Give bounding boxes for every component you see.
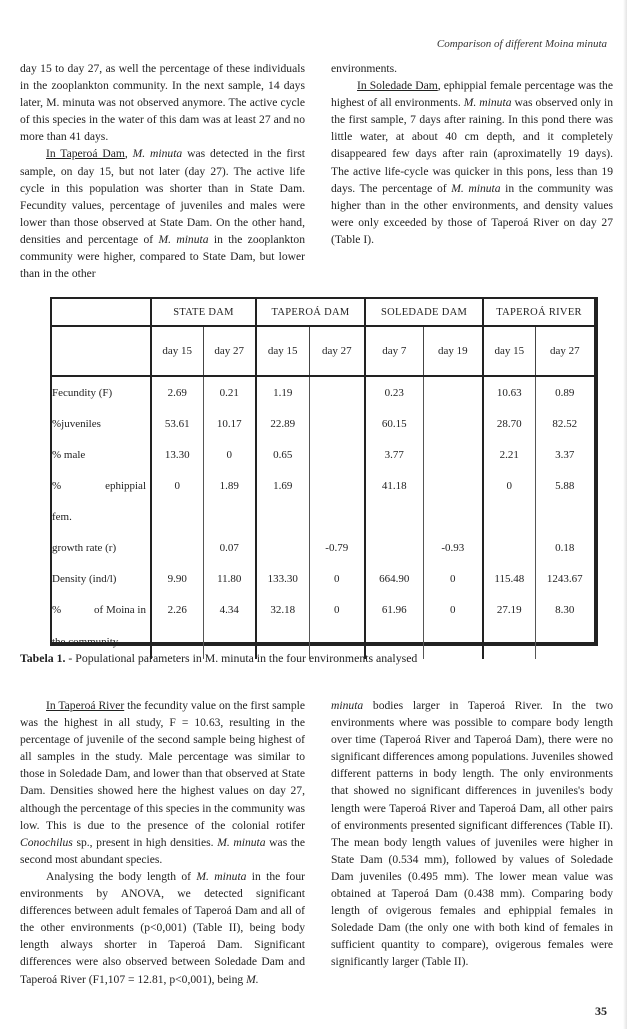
table-row [52, 408, 594, 439]
day-header: day 15 [256, 326, 309, 376]
table-cell [309, 439, 365, 470]
table-cell: 0 [483, 470, 535, 501]
table-cell: -0.79 [309, 532, 365, 563]
table-cell: 11.80 [203, 563, 256, 594]
table-cell [309, 408, 365, 439]
paragraph-state-dam-end: day 15 to day 27, as well the percentage of these individuals in the zooplankton community. In the next sample, 14 days later, M. minuta was not observed anymore. The active cycle of this species in the water of this dam was at least 27 and no more than 41 days. [20, 62, 305, 144]
table-cell: 0.18 [535, 532, 594, 563]
row-label: % ephippial [52, 470, 151, 501]
table-cell [365, 501, 423, 532]
table-cell: 9.90 [167, 572, 187, 585]
table-cell: 3.37 [535, 439, 594, 470]
row-label: growth rate (r) [52, 532, 151, 563]
paragraph-body-length: Analysing the body length of M. minuta in the four environments by ANOVA, we detected significant differences between adult females of Taperoá Dam and all of the other environments (p<0,001) (Table II), being body length always shorter in Taperoá Dam. Significant differences were also observed between Soledade Dam and Taperoá River (F1,107 = 12.81, p<0,001), being M. [20, 869, 305, 986]
bottom-right-column [331, 697, 613, 971]
table-row [52, 439, 594, 470]
table-cell: 1.89 [203, 470, 256, 501]
table-cell: 53.61 [164, 417, 190, 430]
bottom-left-column [20, 697, 305, 988]
page-edge-shadow [623, 0, 627, 1029]
table-cell [203, 501, 256, 532]
table-row [52, 470, 594, 501]
table-cell: 0.65 [256, 439, 309, 470]
row-label: Fecundity (F) [52, 376, 151, 408]
table-row [52, 532, 594, 563]
table-cell: 32.18 [256, 594, 309, 625]
table-cell [535, 625, 594, 659]
day-header: day 7 [365, 326, 423, 376]
table-corner [52, 299, 151, 326]
table-caption: Tabela 1. - Populational parameters in M. minuta in the four environments analysed [20, 651, 418, 665]
table-cell: 82.52 [535, 408, 594, 439]
table-day-header-row [52, 326, 594, 376]
table-cell [365, 532, 423, 563]
table-cell [423, 376, 483, 408]
table-row [52, 376, 594, 408]
heading-taperoa-dam: In Taperoá Dam [46, 147, 125, 161]
table-cell: 0 [423, 563, 483, 594]
table-cell: 0.89 [535, 376, 594, 408]
table-cell: 2.69 [167, 386, 187, 399]
day-header: day 15 [483, 326, 535, 376]
table-cell [483, 501, 535, 532]
running-head: Comparison of different Moina minuta [436, 38, 607, 50]
day-header: day 19 [423, 326, 483, 376]
group-header: TAPEROÁ DAM [256, 299, 365, 326]
table-cell: 61.96 [365, 594, 423, 625]
row-label: fem. [52, 501, 151, 532]
table-cell [423, 625, 483, 659]
table-cell: 28.70 [483, 408, 535, 439]
table-cell [309, 501, 365, 532]
row-label: % of Moina in [52, 594, 151, 625]
paragraph-soledade-dam: In Soledade Dam, ephippial female percentage was the highest of all environments. M. minuta was observed only in the first sample, 7 days after raining. In this pond there was little water, at about 40 cm depth, and it completely disappeared few days after rain (aproximatelly 19 days). The active life-cycle was quicker in this pons, less than 19 days. The percentage of M. minuta in the community was higher than in the other environments, and density values were only exceeded by those of Taperoá River on day 27 (Table I). [331, 79, 614, 246]
row-label: the community [52, 625, 151, 659]
table-cell: 27.19 [483, 594, 535, 625]
day-header: day 15 [151, 326, 203, 376]
table-cell: 1.69 [256, 470, 309, 501]
table-cell: 22.89 [256, 408, 309, 439]
table-cell [423, 501, 483, 532]
paragraph-taperoa-dam: In Taperoá Dam, M. minuta was detected in the first sample, on day 15, but not later (day 27). The active life cycle in this population was shorter than in State Dam. Fecundity values, percentage of juveniles and males were lower than those observed at State Dam. On the other hand, densities and percentage of M. minuta in the zooplankton community were higher, compared to State Dam, but lower than in the other [20, 147, 305, 281]
table-cell [423, 439, 483, 470]
table-cell: 2.26 [167, 603, 187, 616]
row-label: %juveniles [52, 408, 151, 439]
table-cell: 1243.67 [535, 563, 594, 594]
table-cell [256, 532, 309, 563]
table-cell: 0.23 [365, 376, 423, 408]
day-header: day 27 [203, 326, 256, 376]
paragraph-taperoa-river: In Taperoá River the fecundity value on the first sample was the highest in all study, F = 10.63, resulting in the percentage of juvenile of the second sample being highest of all samples in the study. Male percentage was similar to those in Soledade Dam, and lower than that observed at State Dam. Densities showed here the highest values on day 27, although the percentage of this species in the community was low. This is due to the presence of the colonial rotifer Conochilus sp., present in high densities. M. minuta was the second most abundant species. [20, 699, 305, 866]
table-cell: 3.77 [365, 439, 423, 470]
table-cell [309, 376, 365, 408]
table-cell: 13.30 [164, 448, 190, 461]
table-cell: 5.88 [535, 470, 594, 501]
table-cell: 4.34 [203, 594, 256, 625]
table-row [52, 501, 594, 532]
table-cell: 0 [309, 563, 365, 594]
table-cell: 1.19 [256, 376, 309, 408]
table-cell: 60.15 [365, 408, 423, 439]
table-corner-lower [52, 326, 151, 376]
table-cell: 0 [203, 439, 256, 470]
table-cell: 0 [174, 479, 180, 492]
group-header: TAPEROÁ RIVER [483, 299, 594, 326]
heading-soledade-dam: In Soledade Dam [357, 79, 438, 93]
table-cell [483, 625, 535, 659]
day-header: day 27 [309, 326, 365, 376]
table-cell [423, 470, 483, 501]
table-cell: 133.30 [256, 563, 309, 594]
table-cell: 664.90 [365, 563, 423, 594]
table-cell: 10.63 [483, 376, 535, 408]
group-header: STATE DAM [151, 299, 256, 326]
table-cell [423, 408, 483, 439]
table-cell: 41.18 [365, 470, 423, 501]
population-table [50, 297, 598, 646]
table-cell [535, 501, 594, 532]
table-cell: 0.07 [203, 532, 256, 563]
table-cell: 0 [423, 594, 483, 625]
table-cell [151, 532, 203, 563]
table-cell: 0 [309, 594, 365, 625]
paragraph-body-length-cont: minuta bodies larger in Taperoá River. In the two environments where was possible to compare body length over time (Taperoá River and Taperoá Dam), there were no significant differences among populations. Juveniles showed different patterns in body length. The only environments that showed no significant differences in juveniles's body length were Taperoá River and Taperoá Dam, all other pairs of environments presented significant differences (Table II). The mean body length values of juveniles were higher in State Dam (0.534 mm), followed by values of Soledade Dam juveniles (0.495 mm). The lower mean value was obtained at Taperoá Dam (0.438 mm). Comparing body length of ovigerous females and ephippial females in Soledade Dam (the only one with both kind of females in sufficient quantity to compare), ovigerous females were significantly larger (Table II). [331, 699, 613, 969]
table-cell [151, 501, 203, 532]
group-header: SOLEDADE DAM [365, 299, 483, 326]
row-label: % male [52, 439, 151, 470]
table-group-header-row [52, 299, 594, 326]
top-right-column [331, 60, 613, 248]
table-cell [483, 532, 535, 563]
table-row [52, 594, 594, 625]
table-cell: 115.48 [483, 563, 535, 594]
table-cell: 2.21 [483, 439, 535, 470]
table-cell: 0.21 [203, 376, 256, 408]
population-table-grid [52, 299, 594, 659]
table-cell [309, 470, 365, 501]
table-cell: 10.17 [203, 408, 256, 439]
heading-taperoa-river: In Taperoá River [46, 699, 125, 712]
day-header: day 27 [535, 326, 594, 376]
row-label: Density (ind/l) [52, 563, 151, 594]
paragraph-environments: environments. [331, 62, 398, 75]
top-left-column [20, 60, 305, 282]
table-cell [256, 501, 309, 532]
table-cell: -0.93 [423, 532, 483, 563]
page-number: 35 [595, 1004, 607, 1018]
table-cell: 8.30 [535, 594, 594, 625]
table-row [52, 563, 594, 594]
